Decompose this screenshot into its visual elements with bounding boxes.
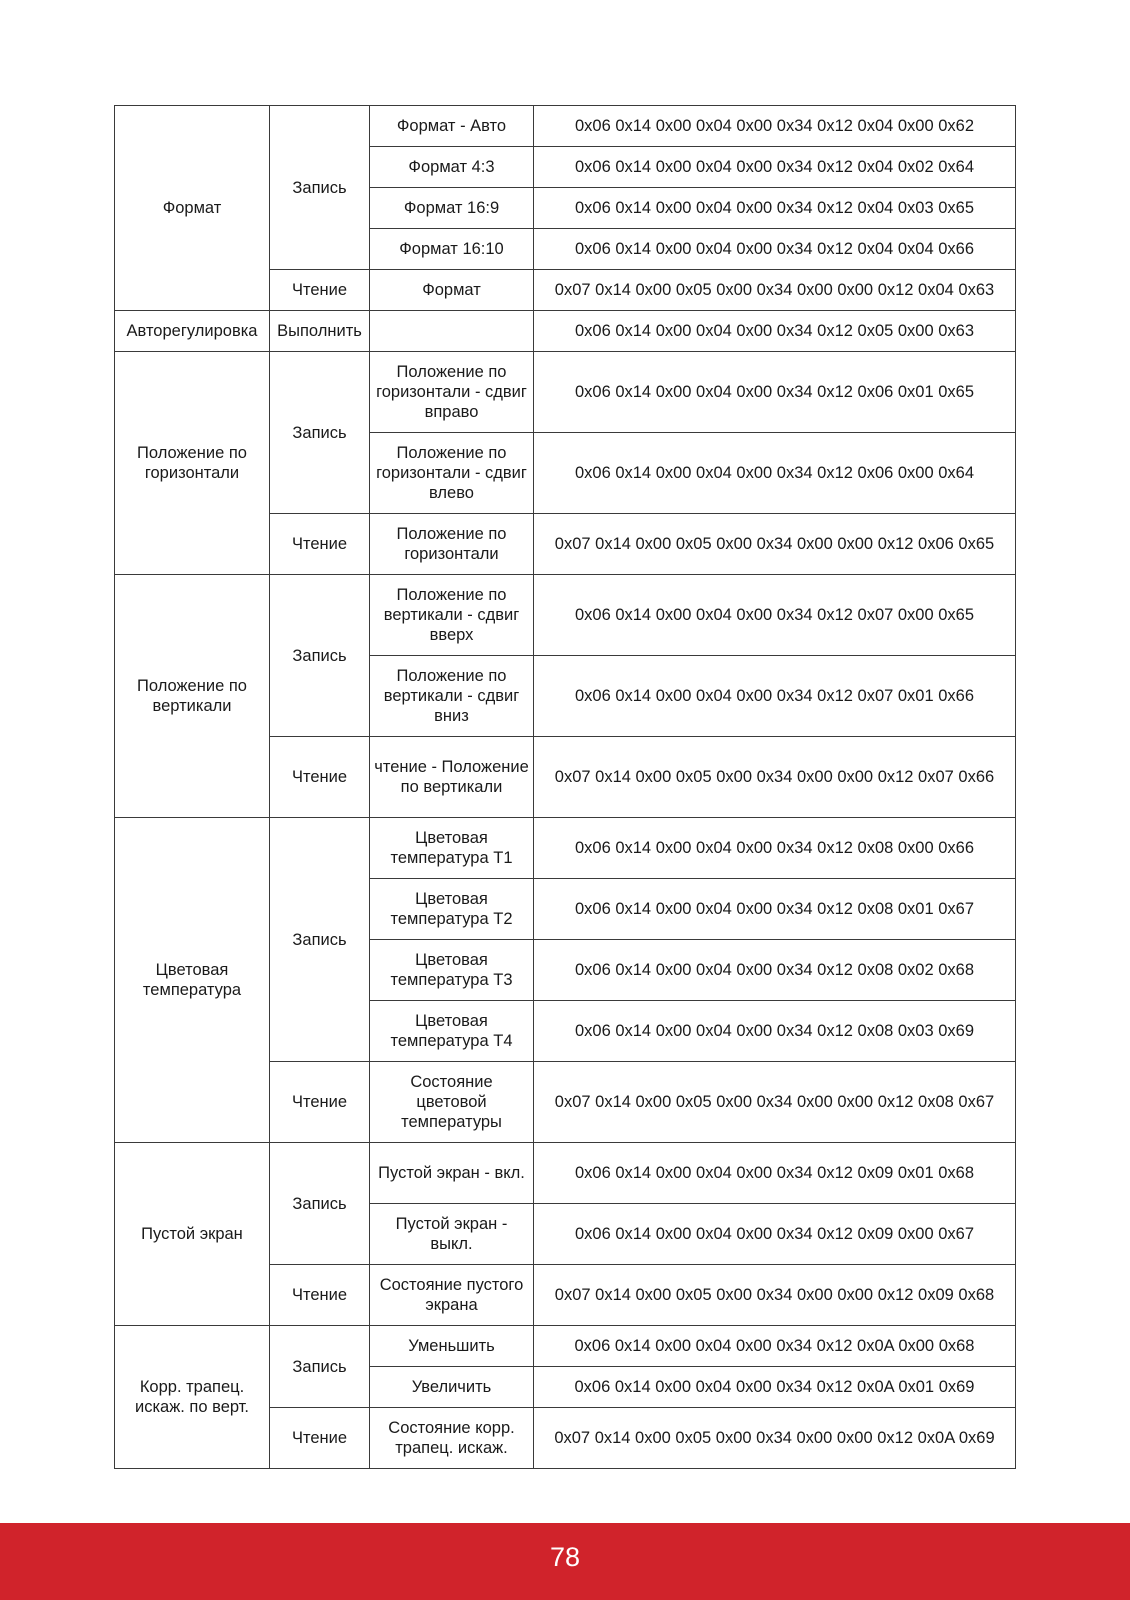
table-row bbox=[115, 352, 1016, 433]
function-cell: Корр. трапец. искаж. по верт. bbox=[115, 1326, 270, 1469]
table-row bbox=[115, 1143, 1016, 1204]
operation-cell: Чтение bbox=[270, 1408, 370, 1469]
parameter-cell: Формат - Авто bbox=[370, 106, 534, 147]
command-code-cell: 0x06 0x14 0x00 0x04 0x00 0x34 0x12 0x04 0x02 0x64 bbox=[534, 147, 1016, 188]
command-code-cell: 0x06 0x14 0x00 0x04 0x00 0x34 0x12 0x08 0x00 0x66 bbox=[534, 818, 1016, 879]
parameter-cell: Формат bbox=[370, 270, 534, 311]
parameter-cell: Цветовая температура T1 bbox=[370, 818, 534, 879]
parameter-cell: Положение по горизонтали - сдвиг влево bbox=[370, 433, 534, 514]
command-code-cell: 0x06 0x14 0x00 0x04 0x00 0x34 0x12 0x0A 0x00 0x68 bbox=[534, 1326, 1016, 1367]
parameter-cell: Формат 16:9 bbox=[370, 188, 534, 229]
parameter-cell: Положение по горизонтали - сдвиг вправо bbox=[370, 352, 534, 433]
function-cell: Пустой экран bbox=[115, 1143, 270, 1326]
operation-cell: Чтение bbox=[270, 270, 370, 311]
command-code-cell: 0x06 0x14 0x00 0x04 0x00 0x34 0x12 0x06 0x01 0x65 bbox=[534, 352, 1016, 433]
parameter-cell: Состояние пустого экрана bbox=[370, 1265, 534, 1326]
parameter-cell: Цветовая температура T3 bbox=[370, 940, 534, 1001]
operation-cell: Запись bbox=[270, 575, 370, 737]
page-number: 78 bbox=[549, 1542, 581, 1572]
operation-cell: Запись bbox=[270, 1326, 370, 1408]
command-code-cell: 0x06 0x14 0x00 0x04 0x00 0x34 0x12 0x09 0x01 0x68 bbox=[534, 1143, 1016, 1204]
operation-cell: Выполнить bbox=[270, 311, 370, 352]
command-table-body bbox=[115, 106, 1016, 1469]
parameter-cell: Положение по горизонтали bbox=[370, 514, 534, 575]
function-cell: Положение по вертикали bbox=[115, 575, 270, 818]
table-row bbox=[115, 575, 1016, 656]
operation-cell: Запись bbox=[270, 818, 370, 1062]
parameter-cell: Увеличить bbox=[370, 1367, 534, 1408]
command-code-cell: 0x07 0x14 0x00 0x05 0x00 0x34 0x00 0x00 0x12 0x08 0x67 bbox=[534, 1062, 1016, 1143]
command-code-cell: 0x07 0x14 0x00 0x05 0x00 0x34 0x00 0x00 0x12 0x09 0x68 bbox=[534, 1265, 1016, 1326]
parameter-cell: Пустой экран - выкл. bbox=[370, 1204, 534, 1265]
parameter-cell: Положение по вертикали - сдвиг вверх bbox=[370, 575, 534, 656]
command-code-cell: 0x07 0x14 0x00 0x05 0x00 0x34 0x00 0x00 0x12 0x04 0x63 bbox=[534, 270, 1016, 311]
command-code-cell: 0x06 0x14 0x00 0x04 0x00 0x34 0x12 0x08 0x03 0x69 bbox=[534, 1001, 1016, 1062]
operation-cell: Чтение bbox=[270, 1265, 370, 1326]
table-row bbox=[115, 818, 1016, 879]
function-cell: Авторегулировка bbox=[115, 311, 270, 352]
parameter-cell: Формат 4:3 bbox=[370, 147, 534, 188]
command-code-cell: 0x07 0x14 0x00 0x05 0x00 0x34 0x00 0x00 0x12 0x0A 0x69 bbox=[534, 1408, 1016, 1469]
command-code-cell: 0x06 0x14 0x00 0x04 0x00 0x34 0x12 0x04 0x00 0x62 bbox=[534, 106, 1016, 147]
parameter-cell: Состояние цветовой температуры bbox=[370, 1062, 534, 1143]
function-cell: Формат bbox=[115, 106, 270, 311]
command-table bbox=[114, 105, 1016, 1469]
operation-cell: Чтение bbox=[270, 514, 370, 575]
parameter-cell: Формат 16:10 bbox=[370, 229, 534, 270]
command-code-cell: 0x06 0x14 0x00 0x04 0x00 0x34 0x12 0x07 0x00 0x65 bbox=[534, 575, 1016, 656]
command-code-cell: 0x06 0x14 0x00 0x04 0x00 0x34 0x12 0x0A 0x01 0x69 bbox=[534, 1367, 1016, 1408]
parameter-cell bbox=[370, 311, 534, 352]
parameter-cell: Уменьшить bbox=[370, 1326, 534, 1367]
command-code-cell: 0x06 0x14 0x00 0x04 0x00 0x34 0x12 0x08 0x02 0x68 bbox=[534, 940, 1016, 1001]
operation-cell: Чтение bbox=[270, 737, 370, 818]
parameter-cell: Цветовая температура T4 bbox=[370, 1001, 534, 1062]
command-code-cell: 0x06 0x14 0x00 0x04 0x00 0x34 0x12 0x08 0x01 0x67 bbox=[534, 879, 1016, 940]
operation-cell: Запись bbox=[270, 106, 370, 270]
operation-cell: Запись bbox=[270, 1143, 370, 1265]
command-code-cell: 0x06 0x14 0x00 0x04 0x00 0x34 0x12 0x07 0x01 0x66 bbox=[534, 656, 1016, 737]
parameter-cell: Цветовая температура T2 bbox=[370, 879, 534, 940]
parameter-cell: чтение - Положение по вертикали bbox=[370, 737, 534, 818]
operation-cell: Запись bbox=[270, 352, 370, 514]
command-code-cell: 0x06 0x14 0x00 0x04 0x00 0x34 0x12 0x06 0x00 0x64 bbox=[534, 433, 1016, 514]
command-code-cell: 0x06 0x14 0x00 0x04 0x00 0x34 0x12 0x05 0x00 0x63 bbox=[534, 311, 1016, 352]
parameter-cell: Положение по вертикали - сдвиг вниз bbox=[370, 656, 534, 737]
command-code-cell: 0x06 0x14 0x00 0x04 0x00 0x34 0x12 0x09 0x00 0x67 bbox=[534, 1204, 1016, 1265]
table-row bbox=[115, 311, 1016, 352]
parameter-cell: Состояние корр. трапец. искаж. bbox=[370, 1408, 534, 1469]
operation-cell: Чтение bbox=[270, 1062, 370, 1143]
function-cell: Цветовая температура bbox=[115, 818, 270, 1143]
command-code-cell: 0x07 0x14 0x00 0x05 0x00 0x34 0x00 0x00 0x12 0x07 0x66 bbox=[534, 737, 1016, 818]
command-code-cell: 0x06 0x14 0x00 0x04 0x00 0x34 0x12 0x04 0x03 0x65 bbox=[534, 188, 1016, 229]
table-row bbox=[115, 1326, 1016, 1367]
command-code-cell: 0x06 0x14 0x00 0x04 0x00 0x34 0x12 0x04 0x04 0x66 bbox=[534, 229, 1016, 270]
parameter-cell: Пустой экран - вкл. bbox=[370, 1143, 534, 1204]
table-row bbox=[115, 106, 1016, 147]
function-cell: Положение по горизонтали bbox=[115, 352, 270, 575]
command-code-cell: 0x07 0x14 0x00 0x05 0x00 0x34 0x00 0x00 0x12 0x06 0x65 bbox=[534, 514, 1016, 575]
